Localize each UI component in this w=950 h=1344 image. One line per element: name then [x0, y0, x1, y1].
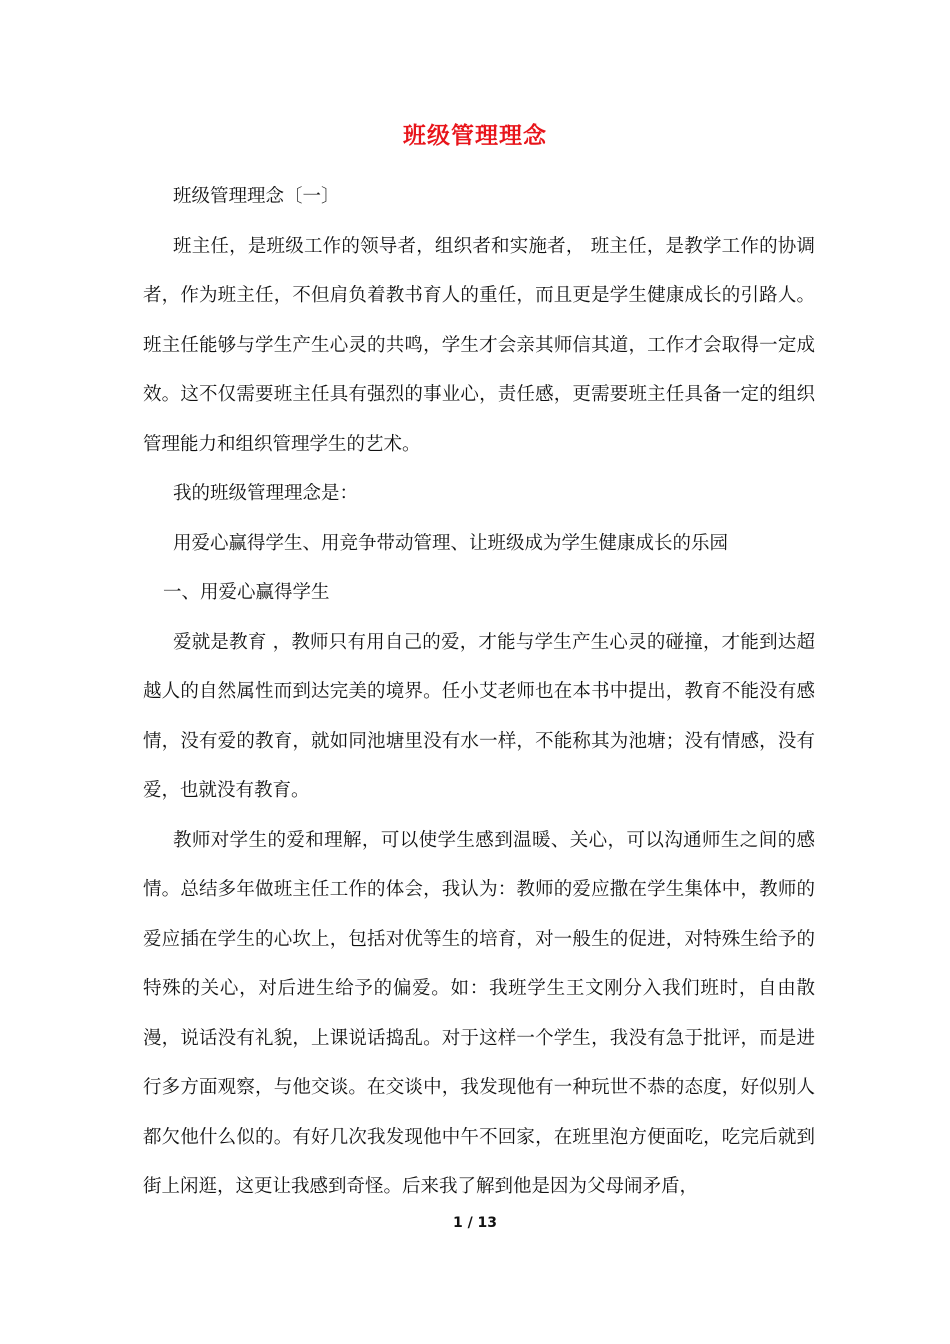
heading-one: 一、用爱心赢得学生 — [163, 582, 330, 603]
paragraph-intro: 班主任，是班级工作的领导者，组织者和实施者， 班主任，是教学工作的协调者，作为班主任，不但肩负着教书育人的重任，而且更是学生健康成长的引路人。班主任能够与学生产生心灵的共鸣，学生才会亲其师信其道，工作才会取得一定成效。这不仅需要班主任具有强烈的事业心，责任感，更需要班主任具备一定的组织管理能力和组织管理学生的艺术。 — [143, 235, 815, 455]
paragraph-understanding: 教师对学生的爱和理解，可以使学生感到温暖、关心，可以沟通师生之间的感情。总结多年做班主任工作的体会，我认为：教师的爱应撒在学生集体中，教师的爱应插在学生的心坎上，包括对优等生的培育，对一般生的促进，对特殊生给予的特殊的关心，对后进生给予的偏爱。如：我班学生王文刚分入我们班时，自由散漫，说话没有礼貌，上课说话捣乱。对于这样一个学生，我没有急于批评，而是进行多方面观察，与他交谈。在交谈中，我发现他有一种玩世不恭的态度，好似别人都欠他什么似的。有好几次我发现他中午不回家，在班里泡方便面吃，吃完后就到街上闲逛，这更让我感到奇怪。后来我了解到他是因为父母闹矛盾， — [143, 829, 815, 1197]
paragraph-love: 爱就是教育 ，教师只有用自己的爱，才能与学生产生心灵的碰撞，才能到达超越人的自然属性而到达完美的境界。任小艾老师也在本书中提出，教育不能没有感情，没有爱的教育，就如同池塘里没有水一样，不能称其为池塘；没有情感，没有爱，也就没有教育。 — [143, 631, 815, 801]
paragraph-concept-lead: 我的班级管理理念是： — [173, 483, 359, 504]
page-number: 1 / 13 — [452, 1215, 498, 1231]
document-body — [143, 172, 815, 1212]
section-title: 班级管理理念〔一〕 — [173, 186, 340, 207]
document-title: 班级管理理念 — [403, 123, 547, 149]
paragraph-concept: 用爱心赢得学生、用竞争带动管理、让班级成为学生健康成长的乐园 — [173, 532, 729, 554]
